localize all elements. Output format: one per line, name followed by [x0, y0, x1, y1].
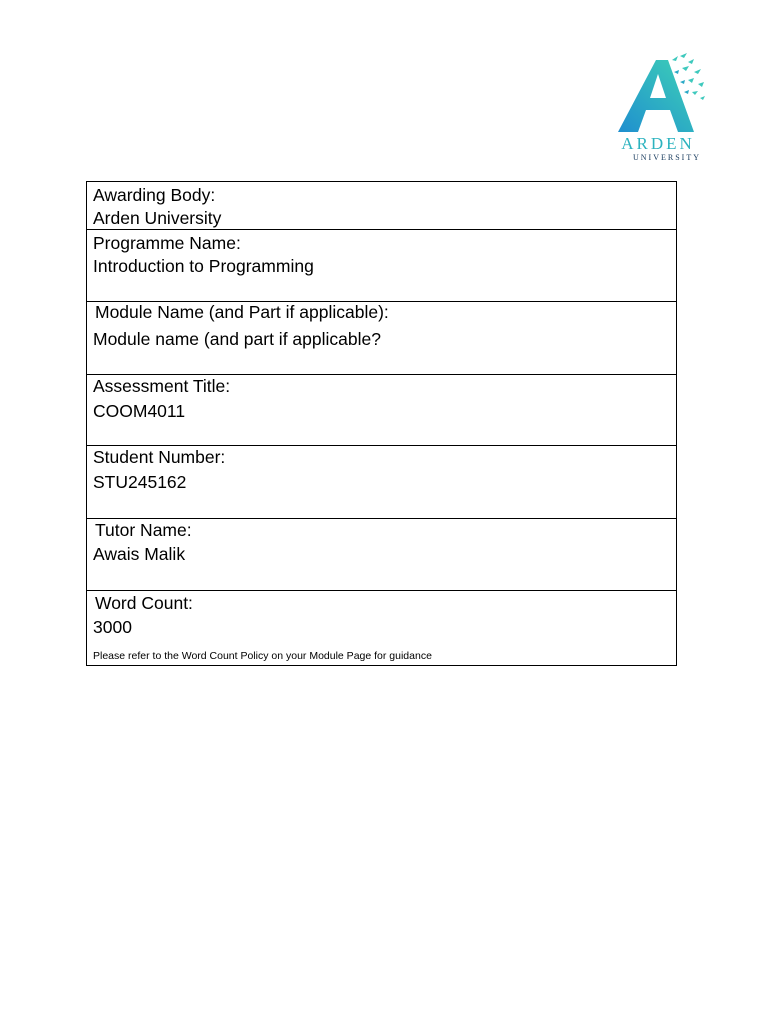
- awarding-body-row: [87, 182, 676, 229]
- module-name-value: Module name (and part if applicable?: [93, 329, 381, 349]
- programme-name-value: Introduction to Programming: [93, 256, 314, 276]
- cover-sheet-form: [86, 181, 677, 666]
- tutor-name-label: Tutor Name:: [95, 520, 192, 540]
- programme-name-label: Programme Name:: [93, 233, 241, 253]
- programme-name-row: [87, 229, 676, 301]
- word-count-row: [87, 590, 676, 666]
- word-count-value: 3000: [93, 617, 132, 637]
- assessment-title-label: Assessment Title:: [93, 376, 231, 396]
- arden-university-logo: [600, 52, 712, 164]
- logo-subtitle: UNIVERSITY: [633, 153, 701, 162]
- tutor-name-row: [87, 518, 676, 590]
- module-name-row: [87, 301, 676, 374]
- module-name-label: Module Name (and Part if applicable):: [95, 302, 392, 322]
- assessment-title-value: COOM4011: [93, 401, 186, 421]
- arden-a-bird-icon: [610, 52, 710, 136]
- awarding-body-value: Arden University: [93, 208, 222, 228]
- student-number-value: STU245162: [93, 472, 187, 492]
- student-number-row: [87, 445, 676, 518]
- logo-wordmark: ARDEN: [621, 134, 695, 153]
- assessment-title-row: [87, 374, 676, 445]
- tutor-name-value: Awais Malik: [93, 544, 186, 564]
- word-count-note: Please refer to the Word Count Policy on your Module Page for guidance: [93, 650, 432, 662]
- awarding-body-label: Awarding Body:: [93, 185, 216, 205]
- student-number-label: Student Number:: [93, 447, 226, 467]
- word-count-label: Word Count:: [95, 593, 193, 613]
